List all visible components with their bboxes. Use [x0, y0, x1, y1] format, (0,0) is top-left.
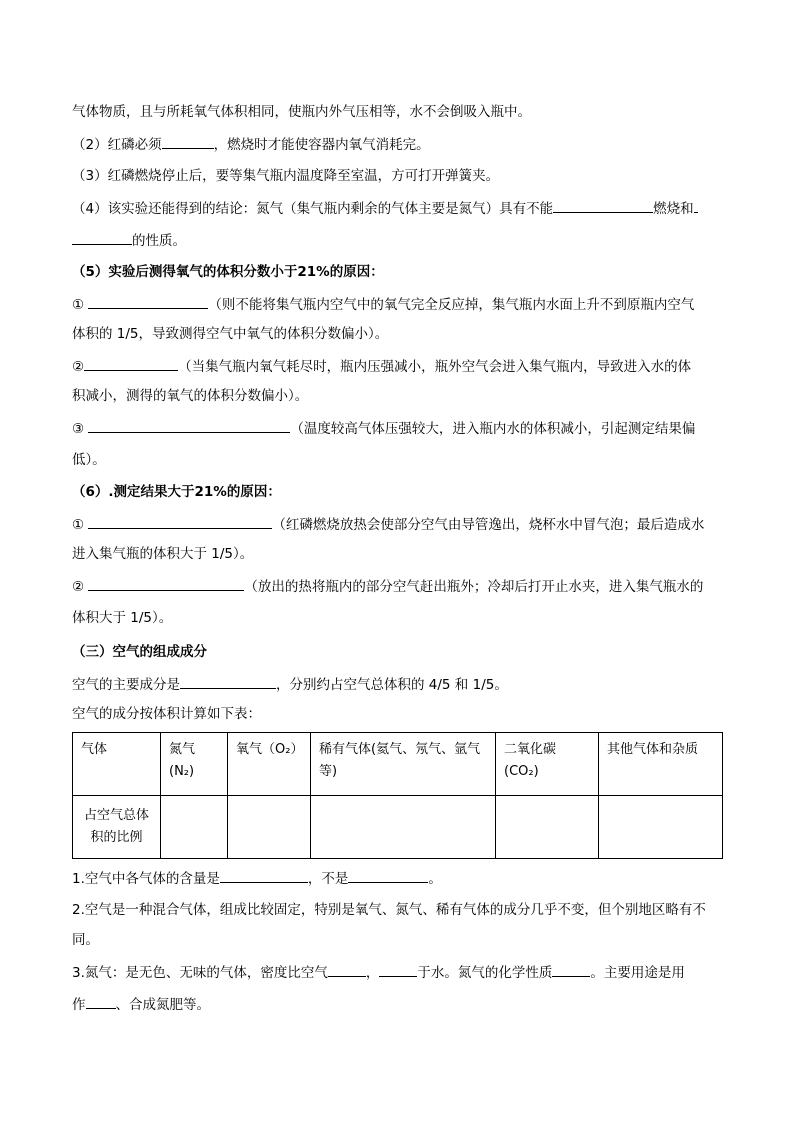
table-header-cell: 氮气(N₂): [161, 733, 228, 796]
paragraph-text: ，不是: [307, 871, 349, 887]
fill-blank[interactable]: [88, 294, 208, 309]
fill-blank[interactable]: [72, 230, 132, 245]
paragraph-text: 进入集气瓶的体积大于 1/5）。: [72, 546, 254, 562]
table-header-cell: 气体: [73, 733, 161, 796]
text-line: [72, 324, 388, 344]
paragraph-text: ，: [365, 965, 380, 981]
paragraph-text: 。: [428, 871, 442, 887]
paragraph-text: ，分别约占空气总体积的 4/5 和 1/5。: [276, 677, 508, 693]
table-answer-cell[interactable]: [228, 796, 311, 859]
text-line: [72, 230, 186, 251]
text-line: [72, 900, 706, 920]
table-header-row: [73, 733, 723, 796]
fill-blank[interactable]: [180, 674, 276, 689]
air-composition-table: [72, 732, 723, 859]
fill-blank[interactable]: [379, 962, 417, 977]
text-line: [72, 704, 261, 724]
paragraph-text: （放出的热将瓶内的部分空气赶出瓶外；冷却后打开止水夹，进入集气瓶水的: [244, 579, 704, 595]
fill-blank[interactable]: [84, 356, 178, 371]
item-marker: ③: [72, 421, 85, 437]
table-header-cell: 二氧化碳(CO₂): [496, 733, 599, 796]
paragraph-text: 3.氮气：是无色、无味的气体，密度比空气: [72, 965, 328, 981]
fill-blank[interactable]: [88, 418, 290, 433]
text-line: [72, 994, 210, 1015]
table-header-cell: 氧气（O₂）: [228, 733, 311, 796]
paragraph-text: 同。: [72, 932, 99, 948]
paragraph-text: 体积大于 1/5）。: [72, 610, 173, 626]
text-line: [72, 868, 442, 889]
table-answer-cell[interactable]: [496, 796, 599, 859]
table-header-cell: 稀有气体(氦气、氖气、氩气等): [311, 733, 496, 796]
text-line: [72, 386, 308, 406]
paragraph-text: 燃烧和: [653, 201, 694, 217]
paragraph-text: （2）红磷必须: [72, 137, 162, 153]
paragraph-text: （当集气瓶内氧气耗尽时，瓶内压强减小，瓶外空气会进入集气瓶内，导致进入水的体: [178, 359, 692, 375]
text-line: [72, 608, 172, 628]
heading-text: （三）空气的组成成分: [72, 644, 207, 660]
paragraph-text: （3）红磷燃烧停止后，要等集气瓶内温度降至室温，方可打开弹簧夹。: [72, 168, 500, 184]
paragraph-text: 的性质。: [132, 233, 186, 249]
paragraph-text: 气体物质，且与所耗氧气体积相同，使瓶内外气压相等，水不会倒吸入瓶中。: [72, 104, 531, 120]
text-line: [72, 102, 531, 122]
text-line: [72, 514, 704, 535]
text-line: [72, 294, 694, 315]
text-line: [72, 198, 698, 219]
table-row: [73, 796, 723, 859]
item-marker: ②: [72, 359, 85, 375]
paragraph-text: 1.空气中各气体的含量是: [72, 871, 220, 887]
text-line: [72, 418, 695, 439]
fill-blank[interactable]: [553, 198, 653, 213]
section-heading: [72, 482, 281, 502]
fill-blank[interactable]: [162, 134, 214, 149]
paragraph-text: 于水。氮气的化学性质: [417, 965, 553, 981]
item-marker: ②: [72, 579, 85, 595]
section-heading: [72, 262, 384, 282]
table-answer-cell[interactable]: [161, 796, 228, 859]
paragraph-text: （红磷燃烧放热会使部分空气由导管逸出，烧杯水中冒气泡；最后造成水: [272, 517, 705, 533]
item-marker: ①: [72, 297, 85, 313]
text-line: [72, 962, 685, 983]
paragraph-text: 空气的成分按体积计算如下表：: [72, 706, 261, 722]
section-heading: [72, 642, 207, 662]
text-line: [72, 674, 508, 695]
text-line: [72, 166, 499, 186]
text-line: [72, 134, 430, 155]
fill-blank[interactable]: [328, 962, 366, 977]
fill-blank[interactable]: [220, 868, 308, 883]
text-line: [72, 930, 99, 950]
paragraph-text: （温度较高气体压强较大，进入瓶内水的体积减小，引起测定结果偏: [290, 421, 696, 437]
text-line: [72, 450, 106, 470]
paragraph-text: 、合成氮肥等。: [115, 997, 210, 1013]
paragraph-text: 低）。: [72, 452, 106, 468]
table-header-cell: 其他气体和杂质: [599, 733, 723, 796]
text-line: [72, 356, 691, 377]
fill-blank[interactable]: [88, 576, 244, 591]
fill-blank[interactable]: [86, 994, 116, 1009]
paragraph-text: 体积的 1/5，导致测得空气中氧气的体积分数偏小）。: [72, 326, 389, 342]
paragraph-text: 空气的主要成分是: [72, 677, 180, 693]
table-answer-cell[interactable]: [311, 796, 496, 859]
paragraph-text: 作: [72, 997, 86, 1013]
paragraph-text: （4）该实验还能得到的结论：氮气（集气瓶内剩余的气体主要是氮气）具有不能: [72, 201, 554, 217]
fill-blank[interactable]: [88, 514, 272, 529]
paragraph-text: 积减小，测得的氧气的体积分数偏小）。: [72, 388, 309, 404]
item-marker: ①: [72, 517, 85, 533]
table-row-label: 占空气总体积的比例: [73, 796, 161, 859]
heading-text: （5）实验后测得氧气的体积分数小于21%的原因：: [72, 264, 384, 280]
fill-blank[interactable]: [694, 198, 698, 213]
text-line: [72, 576, 703, 597]
paragraph-text: 2.空气是一种混合气体，组成比较固定，特别是氧气、氮气、稀有气体的成分几乎不变，但个别地区略有不: [72, 902, 706, 918]
paragraph-text: 。主要用途是用: [590, 965, 685, 981]
paragraph-text: （则不能将集气瓶内空气中的氧气完全反应掉，集气瓶内水面上升不到原瓶内空气: [208, 297, 695, 313]
heading-text: （6）.测定结果大于21%的原因：: [72, 484, 281, 500]
fill-blank[interactable]: [552, 962, 590, 977]
table-answer-cell[interactable]: [599, 796, 723, 859]
paragraph-text: ，燃烧时才能使容器内氧气消耗完。: [213, 137, 430, 153]
text-line: [72, 544, 253, 564]
fill-blank[interactable]: [348, 868, 428, 883]
